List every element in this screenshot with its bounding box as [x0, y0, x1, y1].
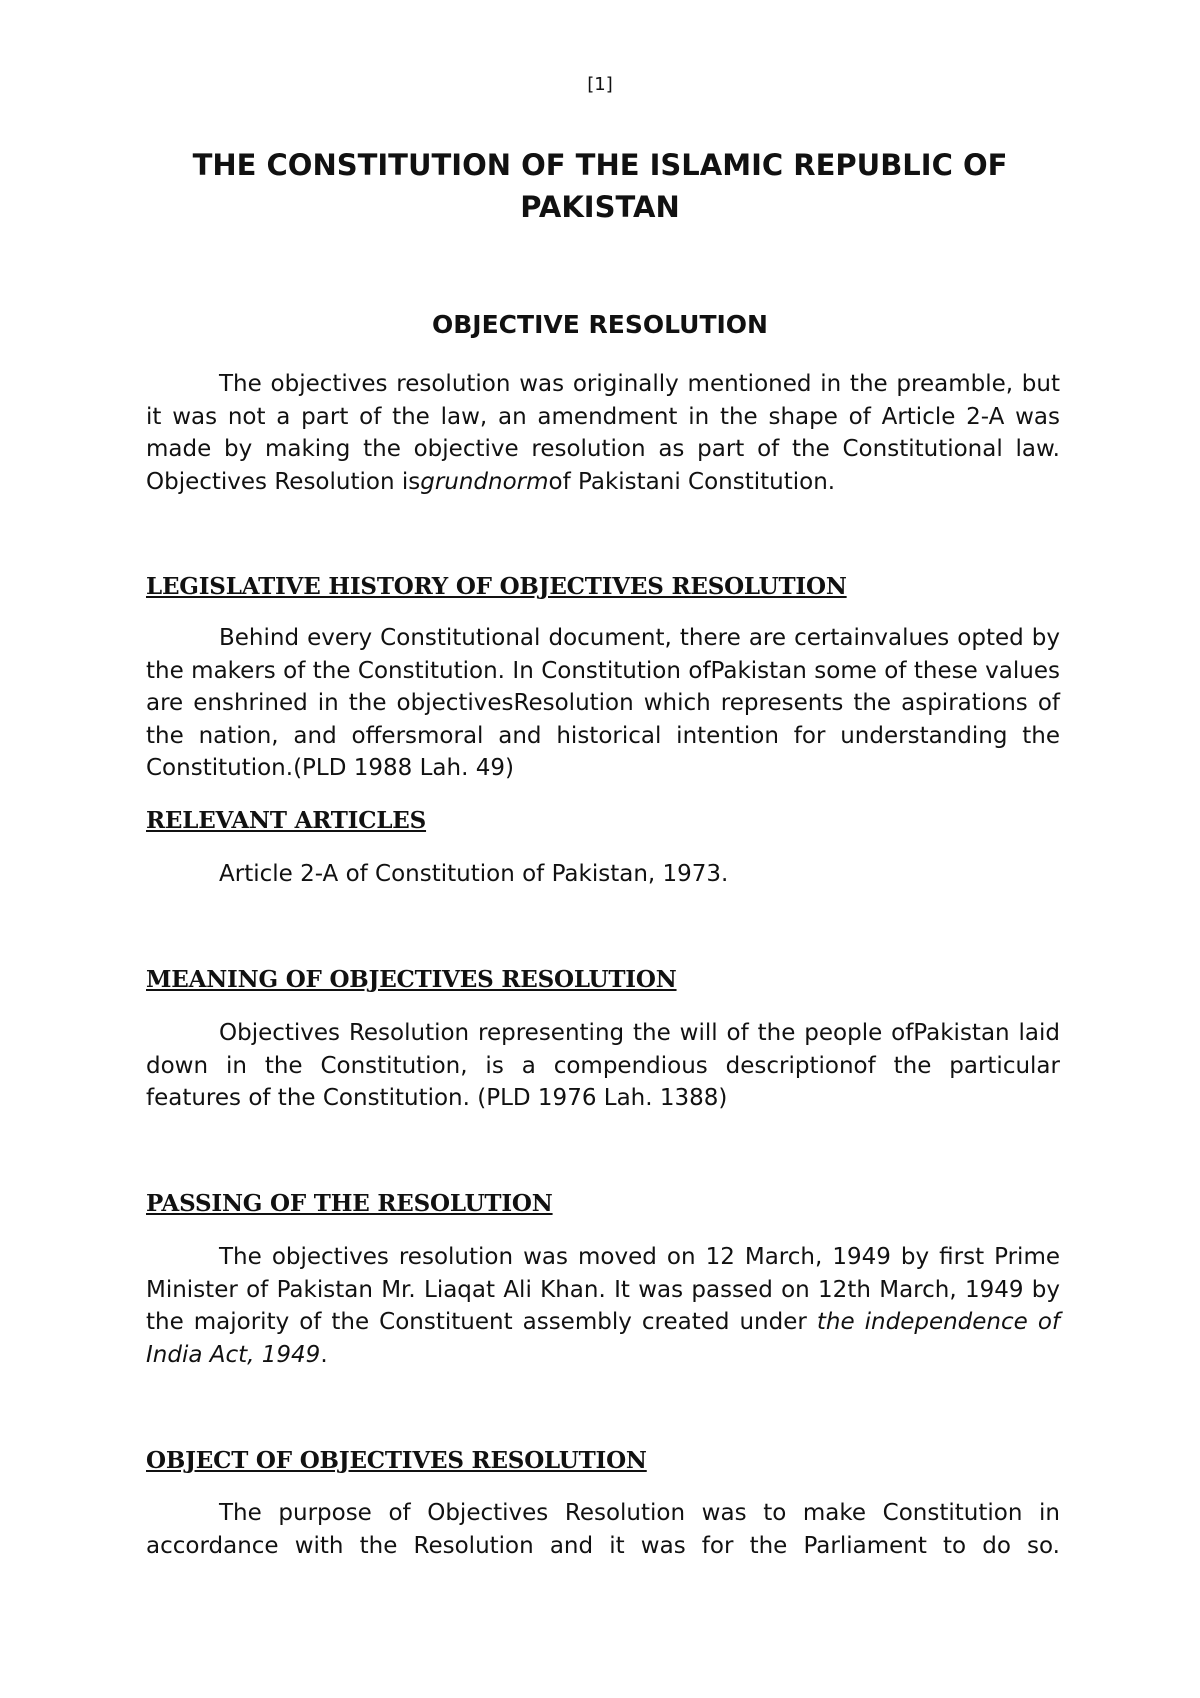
intro-text: The objectives resolution was originally mentioned in the preamble, but it was not a part of the law, an amendment in the shape of Article 2-A was made by making the objective resolution as part of the Constitutional law. Objectives Resolution is	[146, 371, 1060, 495]
meaning-heading: MEANING OF OBJECTIVES RESOLUTION	[146, 966, 677, 993]
relevant-articles-paragraph: Article 2-A of Constitution of Pakistan, 1973.	[219, 861, 729, 887]
intro-paragraph	[146, 368, 1060, 498]
meaning-paragraph: Objectives Resolution representing the will of the people ofPakistan laid down in the Constitution, is a compendious descriptionof the particular features of the Constitution. (PLD 1976 Lah. 1388)	[146, 1020, 1060, 1111]
object-heading: OBJECT OF OBJECTIVES RESOLUTION	[146, 1447, 647, 1474]
passing-italic-act: the independence of India Act, 1949	[146, 1309, 1060, 1368]
passing-paragraph	[146, 1241, 1060, 1371]
passing-heading: PASSING OF THE RESOLUTION	[146, 1190, 553, 1217]
document-title: THE CONSTITUTION OF THE ISLAMIC REPUBLIC OF PAKISTAN	[192, 148, 1008, 224]
passing-text: The objectives resolution was moved on 12 March, 1949 by first Prime Minister of Pakistan Mr. Liaqat Ali Khan. It was passed on 12th March, 1949 by the majority of the Constituent assembly created under	[146, 1244, 1060, 1335]
intro-text-end: of Pakistani Constitution.	[548, 468, 836, 495]
object-paragraph: The purpose of Objectives Resolution was to make Constitution in accordance with the Resolution and it was for the Parliament to do so.	[146, 1500, 1060, 1559]
legislative-history-heading: LEGISLATIVE HISTORY OF OBJECTIVES RESOLUTION	[146, 573, 847, 600]
page-number: [1]	[587, 74, 613, 95]
intro-italic-term: grundnorm	[420, 468, 549, 495]
passing-text-end: .	[320, 1341, 328, 1368]
legislative-history-paragraph: Behind every Constitutional document, there are certainvalues opted by the makers of the Constitution. In Constitution ofPakistan some of these values are enshrined in the objectivesResolution which represents the aspirations of the nation, and offersmoral and historical intention for understanding the Constitution.(PLD 1988 Lah. 49)	[146, 625, 1060, 781]
relevant-articles-heading: RELEVANT ARTICLES	[146, 807, 427, 834]
document-subtitle: OBJECTIVE RESOLUTION	[432, 310, 768, 339]
